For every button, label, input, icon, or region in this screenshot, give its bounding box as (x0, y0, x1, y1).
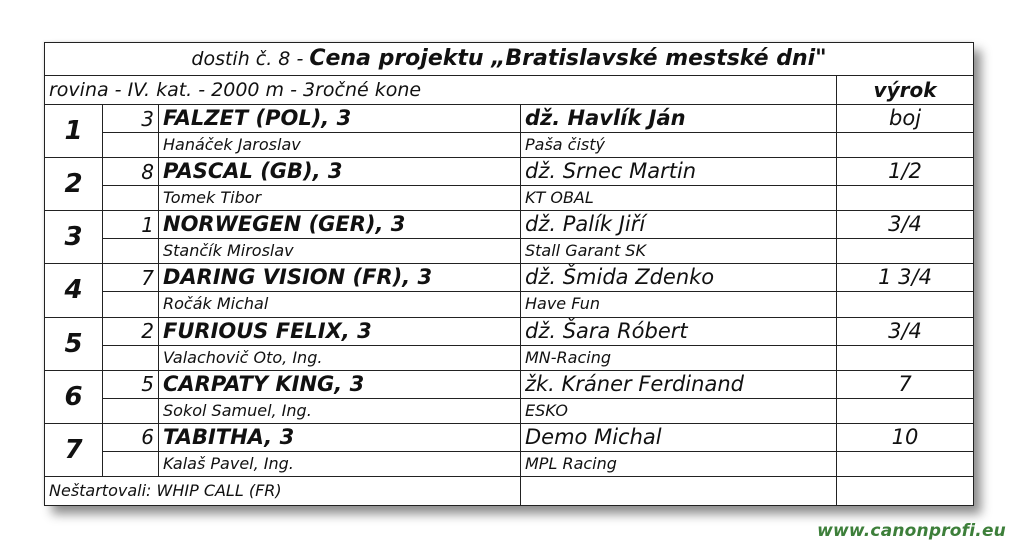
horse-name: PASCAL (GB), 3 (159, 158, 521, 186)
start-number: 5 (103, 370, 159, 398)
start-number: 2 (103, 317, 159, 345)
category-row (45, 76, 974, 105)
race-name: Cena projektu „Bratislavské mestské dni" (309, 46, 827, 72)
start-number: 3 (103, 105, 159, 133)
result-row (45, 317, 974, 345)
empty-cell (103, 239, 159, 264)
trainer-name: Stančík Miroslav (159, 239, 521, 264)
empty-cell (837, 292, 974, 317)
result-subrow (45, 398, 974, 423)
result-row (45, 105, 974, 133)
start-number: 7 (103, 264, 159, 292)
empty-cell (837, 398, 974, 423)
watermark: www.canonprofi.eu (817, 521, 1006, 541)
verdict-cell: 3/4 (837, 211, 974, 239)
verdict-cell: 1/2 (837, 158, 974, 186)
horse-name: DARING VISION (FR), 3 (159, 264, 521, 292)
race-results-table (44, 42, 974, 506)
trainer-name: Kalaš Pavel, Ing. (159, 451, 521, 476)
place-cell: 6 (45, 370, 103, 423)
verdict-cell: 10 (837, 423, 974, 451)
result-subrow (45, 239, 974, 264)
result-subrow (45, 186, 974, 211)
trainer-name: Valachovič Oto, Ing. (159, 345, 521, 370)
jockey-name: dž. Havlík Ján (521, 105, 837, 133)
result-row (45, 370, 974, 398)
race-title (45, 43, 974, 76)
jockey-name: Demo Michal (521, 423, 837, 451)
place-cell: 7 (45, 423, 103, 476)
empty-cell (837, 476, 974, 505)
start-number: 6 (103, 423, 159, 451)
result-subrow (45, 133, 974, 158)
result-subrow (45, 292, 974, 317)
horse-name: FALZET (POL), 3 (159, 105, 521, 133)
trainer-name: Ročák Michal (159, 292, 521, 317)
trainer-name: Hanáček Jaroslav (159, 133, 521, 158)
empty-cell (837, 239, 974, 264)
start-number: 8 (103, 158, 159, 186)
race-category: rovina - IV. kat. - 2000 m - 3ročné kone (45, 76, 837, 105)
horse-name: NORWEGEN (GER), 3 (159, 211, 521, 239)
empty-cell (837, 451, 974, 476)
empty-cell (103, 292, 159, 317)
verdict-header: výrok (837, 76, 974, 105)
empty-cell (521, 476, 837, 505)
owner-name: KT OBAL (521, 186, 837, 211)
jockey-name: dž. Šmida Zdenko (521, 264, 837, 292)
place-cell: 1 (45, 105, 103, 158)
owner-name: MN-Racing (521, 345, 837, 370)
empty-cell (837, 133, 974, 158)
owner-name: ESKO (521, 398, 837, 423)
empty-cell (103, 451, 159, 476)
empty-cell (103, 186, 159, 211)
empty-cell (103, 345, 159, 370)
verdict-cell: 1 3/4 (837, 264, 974, 292)
owner-name: Stall Garant SK (521, 239, 837, 264)
result-row (45, 264, 974, 292)
verdict-cell: boj (837, 105, 974, 133)
horse-name: FURIOUS FELIX, 3 (159, 317, 521, 345)
verdict-cell: 3/4 (837, 317, 974, 345)
jockey-name: žk. Kráner Ferdinand (521, 370, 837, 398)
result-subrow (45, 345, 974, 370)
result-subrow (45, 451, 974, 476)
title-row (45, 43, 974, 76)
results-card (44, 42, 973, 506)
trainer-name: Tomek Tibor (159, 186, 521, 211)
jockey-name: dž. Srnec Martin (521, 158, 837, 186)
empty-cell (103, 398, 159, 423)
horse-name: CARPATY KING, 3 (159, 370, 521, 398)
place-cell: 4 (45, 264, 103, 317)
trainer-name: Sokol Samuel, Ing. (159, 398, 521, 423)
race-number: dostih č. 8 - (191, 48, 310, 71)
jockey-name: dž. Šara Róbert (521, 317, 837, 345)
start-number: 1 (103, 211, 159, 239)
owner-name: MPL Racing (521, 451, 837, 476)
empty-cell (103, 133, 159, 158)
empty-cell (837, 345, 974, 370)
place-cell: 5 (45, 317, 103, 370)
owner-name: Have Fun (521, 292, 837, 317)
result-row (45, 211, 974, 239)
empty-cell (837, 186, 974, 211)
result-row (45, 423, 974, 451)
place-cell: 3 (45, 211, 103, 264)
horse-name: TABITHA, 3 (159, 423, 521, 451)
jockey-name: dž. Palík Jiří (521, 211, 837, 239)
footer-row (45, 476, 974, 505)
owner-name: Paša čistý (521, 133, 837, 158)
non-starters: Neštartovali: WHIP CALL (FR) (45, 476, 521, 505)
result-row (45, 158, 974, 186)
place-cell: 2 (45, 158, 103, 211)
verdict-cell: 7 (837, 370, 974, 398)
